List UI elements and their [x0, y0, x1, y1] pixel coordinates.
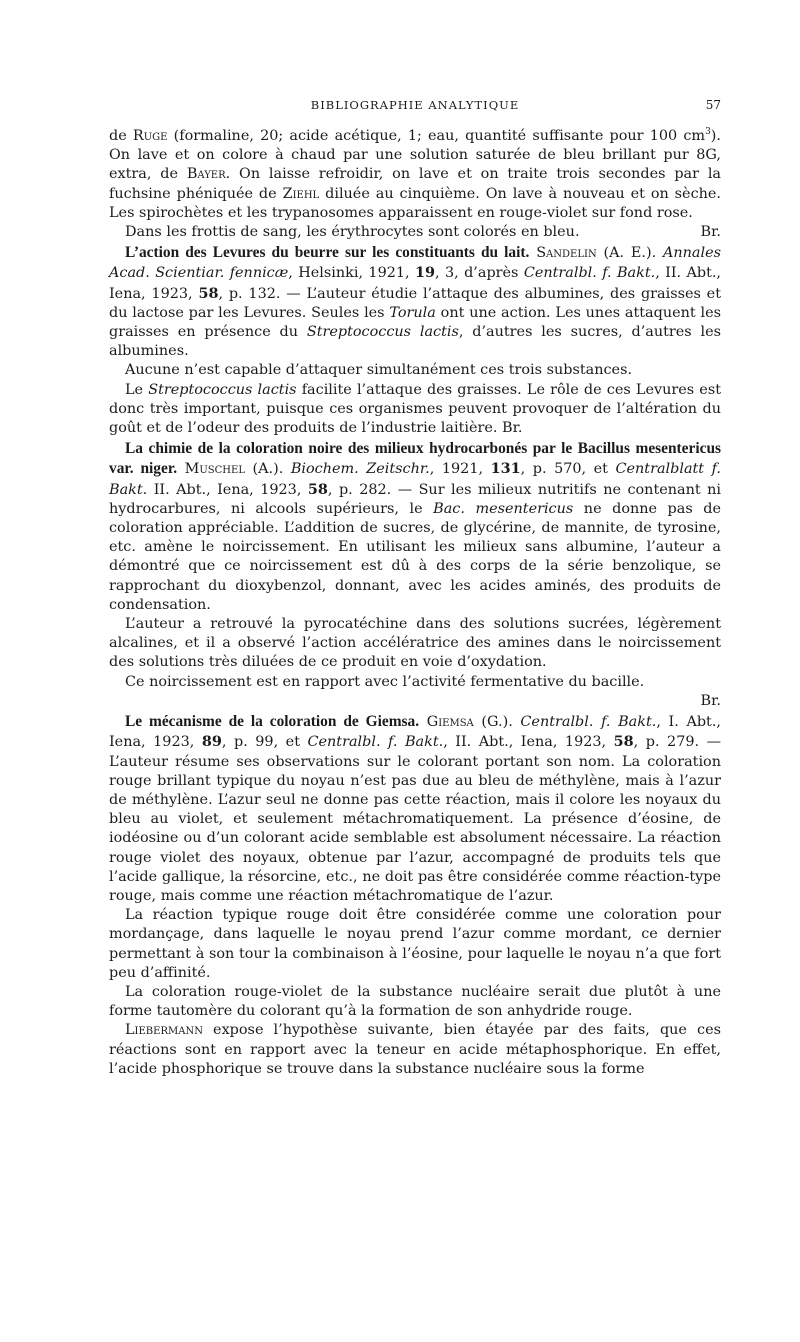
author-name: Bayer: [186, 166, 226, 183]
author-name: Liebermann: [125, 1022, 203, 1039]
journal-name: Centralbl. f. Bakt.: [307, 734, 444, 751]
author-name: Giemsa: [426, 714, 474, 731]
page-header: [109, 96, 721, 116]
journal-name: Centralbl. f. Bakt.: [520, 714, 657, 731]
paragraph: L’auteur a retrouvé la pyrocatéchine dans des solutions sucrées, légèrement alcalines, et il a observé l’action accélératrice des amines dans le noircissement des solutions très diluées de ce produit en voie d’oxydation.: [109, 616, 721, 671]
journal-name: Annales Acad. Scientiar. fennicæ: [109, 245, 722, 282]
author-name: Muschel: [184, 461, 245, 478]
paragraph: La coloration rouge-violet de la substance nucléaire serait due plutôt à une forme tautomère du colorant qu’à la formation de son anhydride rouge.: [109, 983, 721, 1020]
review-levures: [109, 243, 721, 438]
review-chimie: [109, 439, 721, 711]
reviewer-signature: Br.: [700, 692, 721, 709]
paragraph: Dans les frottis de sang, les érythrocytes sont colorés en bleu. Br.: [109, 223, 721, 242]
paragraph: Le Streptococcus lactis facilite l’attaque des graisses. Le rôle de ces Levures est donc très important, puisque ces organismes peuvent provoquer de l’altération du goût et de l’odeur des produits de l’industrie laitière. Br.: [109, 381, 721, 437]
paragraph: Aucune n’est capable d’attaquer simultanément ces trois substances.: [125, 362, 633, 379]
review-body: Le mécanisme de la coloration de Giemsa. Giemsa (G.). Centralbl. f. Bakt., I. Abt., Iena, 1923, 89, p. 99, et Centralbl. f. Bakt., II. Abt., Iena, 1923, 58, p. 279. — L’auteur résume ses observations sur le colorant portant son nom. La coloration rouge brillant typique du noyau n’est pas due au bleu de méthylène, mais à l’azur de méthylène. L’azur seul ne donne pas cette réaction, mais il colore les noyaux du bleu au violet, et seulement métachromatiquement. La présence d’éosine, de iodéosine ou d’un colorant acide semblable est absolument nécessaire. La réaction rouge violet des noyaux, obtenue par l’azur, accompagné de produits tels que l’acide gallique, la résorcine, etc., ne doit pas être considérée comme réaction-type rouge, mais comme une réaction métachromatique de l’azur.: [109, 713, 722, 904]
journal-name: Centralbl. f. Bakt.: [523, 265, 656, 282]
reviewer-signature: Br.: [700, 224, 721, 241]
journal-name: Centralblatt f. Bakt.: [109, 461, 722, 498]
paragraph: Ce noircissement est en rapport avec l’activité fermentative du bacille.: [125, 673, 645, 690]
continued-paragraph: de Ruge (formaline, 20; acide acétique, 1; eau, quantité suffisante pour 100 $cm^3$). On lave et on colore à chaud par une solution saturée de bleu brillant pur 8G, extra, de Bayer. On laisse refroidir, on lave et on traite trois secondes par la fuchsine phéniquée de Ziehl diluée au cinquième. On lave à nouveau et on sèche. Les spirochètes et les trypanosomes apparaissent en rouge-violet sur fond rose.: [109, 127, 721, 221]
paragraph: Liebermann expose l’hypothèse suivante, bien étayée par des faits, que ces réactions sont en rapport avec la teneur en acide métaphosphorique. En effet, l’acide phosphorique se trouve dans la substance nucléaire sous la forme: [109, 1022, 721, 1077]
author-name: Ruge: [132, 128, 168, 144]
journal-name: Biochem. Zeitschr.: [290, 461, 430, 478]
review-title: L’action des Levures du beurre sur les constituants du lait.: [125, 244, 530, 262]
author-name: Ziehl: [282, 185, 320, 202]
author-name: Sandelin: [536, 245, 597, 262]
running-head: BIBLIOGRAPHIE ANALYTIQUE: [310, 98, 520, 112]
review-body: La chimie de la coloration noire des milieux hydrocarbonés par le Bacillus mesentericus var. niger. Muschel (A.). Biochem. Zeitschr., 1921, 131, p. 570, et Centralblatt f. Bakt. II. Abt., Iena, 1923, 58, p. 282. — Sur les milieux nutritifs ne contenant ni hydrocarbures, ni alcools supérieurs, le Bac. mesentericus ne donne pas de coloration appréciable. L’addition de sucres, de glycérine, de mannite, de tyrosine, etc. amène le noircissement. En utilisant les milieux sans albumine, l’auteur a démontré que ce noircissement est dû à des corps de la série benzolique, se rapprochant du dioxybenzol, donnant, avec les acides aminés, des produits de condensation.: [109, 440, 722, 613]
page-number: 57: [705, 98, 721, 112]
review-body: L’action des Levures du beurre sur les constituants du lait. Sandelin (A. E.). Annales Acad. Scientiar. fennicæ, Helsinki, 1921, 19, 3, d’après Centralbl. f. Bakt., II. Abt., Iena, 1923, 58, p. 132. — L’auteur étudie l’attaque des albumines, des graisses et du lactose par les Levures. Seules les Torula ont une action. Les unes attaquent les graisses en présence du Streptococcus lactis, d’autres les sucres, d’autres les albumines.: [109, 244, 722, 360]
review-title: La chimie de la coloration noire des milieux hydrocarbonés par le Bacillus mesentericus var. niger.: [109, 440, 721, 478]
paragraph: La réaction typique rouge doit être considérée comme une coloration pour mordançage, dans laquelle le noyau prend l’azur comme mordant, ce dernier permettant à son tour la combinaison à l’éosine, pour laquelle le noyau n’a que fort peu d’affinité.: [109, 907, 721, 981]
page: [109, 96, 721, 1079]
review-title: Le mécanisme de la coloration de Giemsa.: [125, 713, 420, 731]
reviewer-signature: Br.: [502, 420, 523, 437]
review-giemsa: [109, 712, 721, 1079]
